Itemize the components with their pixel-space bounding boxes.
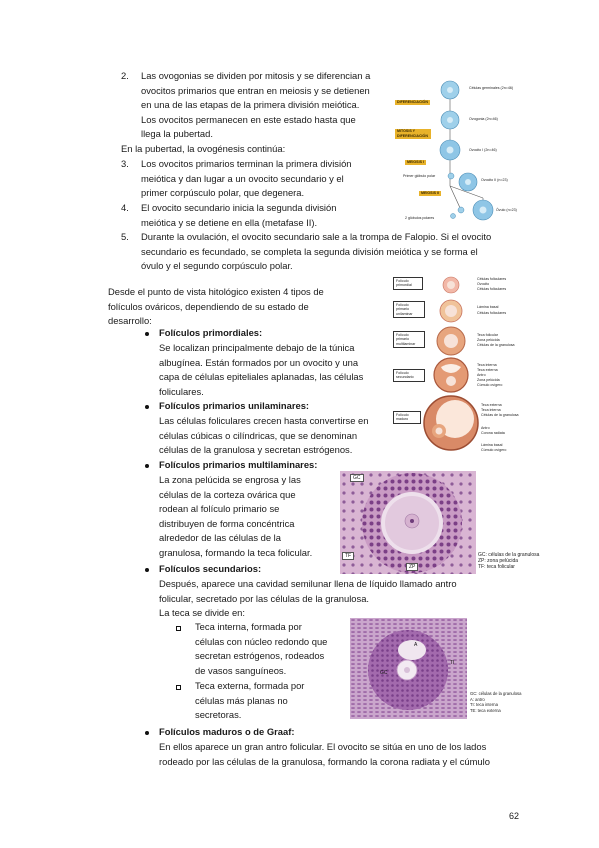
text-line: células de la granulosa y secretan estrógenos. — [159, 444, 353, 456]
follicle-label: Antro — [477, 373, 486, 377]
follicle-label: Ovocito — [477, 282, 490, 286]
follicle-label: Teca externa — [477, 368, 498, 372]
text-line: Después, aparece una cavidad semilunar llena de líquido llamado antro — [159, 578, 457, 589]
text-line: La teca se divide en: — [159, 607, 245, 619]
sub-item-teca-interna — [195, 620, 341, 678]
diagram-label: Ovocito II (n=23) — [481, 178, 508, 182]
text-line: Las células foliculares crecen hasta convertirse en — [159, 415, 369, 426]
text-line: distribuyen de forma concéntrica — [159, 517, 295, 529]
text-line: llega la pubertad. — [141, 128, 213, 140]
follicle-box: Folículo primordial — [393, 277, 423, 290]
follicle-label: Células foliculares — [477, 277, 507, 281]
text-line: células con núcleo redondo que — [195, 635, 328, 647]
follicle-text-multilaminar — [159, 473, 331, 561]
text-line: rodeado por las células de la granulosa, formando la corona radiata y el cúmulo — [159, 755, 490, 767]
sub-bullet-icon — [176, 626, 181, 631]
diagram-label: 2 glóbulos polares — [405, 216, 435, 220]
follicle-label: Lámina basal — [477, 305, 499, 309]
micrograph-secondary-follicle — [350, 618, 467, 719]
follicle-label: Células de la granulosa — [481, 413, 519, 417]
follicle-label: Teca folicular — [477, 333, 498, 337]
list-number: 4. — [121, 202, 129, 213]
list-number: 3. — [121, 158, 129, 169]
sub-bullet-icon — [176, 685, 181, 690]
text-line: folículos ováricos, dependiendo de su estado de — [108, 300, 309, 312]
stage-tag: DIFERENCIACIÓN — [397, 100, 428, 104]
micrograph-label: A — [414, 642, 418, 648]
caption-line: GC: células de la granulosa — [478, 552, 540, 558]
text-line: Desde el punto de vista hitológico existen 4 tipos de — [108, 286, 324, 297]
follicle-label: Teca interna — [477, 363, 497, 367]
follicle-box: Folículo primario multilaminar — [393, 331, 425, 348]
diagram-label: Ovocito I (2n=46) — [469, 148, 497, 152]
text-line: Se localizan principalmente debajo de la túnica — [159, 342, 355, 353]
micrograph-drawing — [340, 471, 476, 574]
text-line: células de la corteza ovárica que — [159, 488, 296, 500]
list-item-3 — [121, 157, 385, 201]
caption-line: TI: teca interna — [470, 702, 498, 708]
stage-tag: MEIOSIS II — [421, 191, 439, 195]
follicle-label: Células de la granulosa — [477, 343, 515, 347]
follicle-text-unilaminar — [159, 414, 378, 458]
text-line: óvulo y el segundo corpúsculo polar. — [141, 260, 293, 272]
text-line: folicular, secretado por las células de la granulosa. — [159, 592, 370, 604]
follicle-label: Zona pelúcida — [477, 338, 500, 342]
text-line: Los ovocitos permanecen en este estado hasta que — [141, 113, 356, 125]
pubertad-intro: En la pubertad, la ovogénesis continúa: — [121, 143, 286, 154]
diagram-label: Ovogonia (2n=46) — [469, 117, 498, 121]
text-line: secundario es fecundado, se completa la segunda división meiótica y se forma el — [141, 245, 478, 257]
micrograph-primary-multilaminar — [340, 471, 476, 574]
text-line: primer corpúsculo polar, que degenera. — [141, 187, 305, 199]
text-line: capa de células epiteliales aplanadas, las células — [159, 371, 364, 383]
section-intro — [108, 285, 378, 329]
bullet-icon — [145, 568, 149, 572]
text-line: secretan estrógenos, rodeados — [195, 650, 325, 662]
text-line: El ovocito secundario inicia la segunda división — [141, 202, 337, 213]
stage-tag: MEIOSIS I — [407, 160, 424, 164]
follicle-title-primordial: Folículos primordiales: — [159, 327, 263, 338]
text-line: secretoras. — [195, 709, 242, 721]
caption-line: TE: teca externa — [470, 707, 501, 713]
list-number: 5. — [121, 231, 129, 242]
follicle-title-unilaminar: Folículos primarios unilaminares: — [159, 400, 310, 411]
micrograph-label: ZP — [406, 563, 418, 571]
follicle-text-secondary — [159, 577, 516, 621]
text-line: meiótica y dan lugar a un ovocito secundario y el — [141, 172, 344, 184]
text-line: albugínea. Están formados por un ovocito y una — [159, 356, 359, 368]
follicle-label: Cúmulo ovígero — [481, 448, 507, 452]
follicle-label: Teca externa — [481, 403, 502, 407]
micrograph-caption — [478, 552, 539, 570]
micrograph-label: GC — [380, 670, 388, 676]
micrograph-label: GC — [350, 474, 364, 482]
stage-tag: MITOSIS Y DIFERENCIACIÓN — [395, 129, 431, 139]
list-number: 2. — [121, 70, 129, 81]
text-line: alrededor de las células de la — [159, 532, 281, 544]
follicle-box: Folículo secundario — [393, 369, 425, 382]
ovogenesis-diagram — [395, 78, 517, 223]
bullet-icon — [145, 731, 149, 735]
text-line: en una de las etapas de la primera división meiótica. — [141, 99, 360, 111]
bullet-icon — [145, 332, 149, 336]
caption-line: GC: células de la granulosa — [470, 691, 522, 696]
caption-line: ZP: zona pelúcida — [478, 558, 519, 564]
caption-line: TF: teca folicular — [478, 564, 515, 570]
follicle-label: Teca interna — [481, 408, 501, 412]
text-line: Teca externa, formada por — [195, 680, 305, 691]
text-line: En ellos aparece un gran antro folicular. El ovocito se sitúa en uno de los lados — [159, 741, 487, 752]
text-line: foliculares. — [159, 385, 204, 397]
micrograph-drawing — [350, 618, 467, 719]
text-line: rodean al folículo primario se — [159, 503, 280, 515]
diagram-label: Células germinales (2n=46) — [469, 86, 514, 90]
text-line: desarrollo: — [108, 315, 152, 327]
follicle-text-primordial — [159, 341, 378, 399]
text-line: Los ovocitos primarios terminan la primera división — [141, 158, 352, 169]
text-line: La zona pelúcida se engrosa y las — [159, 474, 301, 485]
follicle-title-secondary: Folículos secundarios: — [159, 563, 262, 574]
bullet-icon — [145, 464, 149, 468]
text-line: de vasos sanguíneos. — [195, 664, 287, 676]
follicle-label: Cúmulo ovígero — [477, 383, 503, 387]
diagram-label: Óvulo (n=23) — [496, 208, 517, 212]
text-line: células más planas no — [195, 694, 288, 706]
follicle-text-graaf — [159, 740, 516, 769]
follicle-label: Zona pelúcida — [477, 378, 500, 382]
page-number: 62 — [509, 811, 520, 821]
micrograph-caption — [470, 691, 521, 713]
text-line: células cúbicas o cilíndricas, que se denominan — [159, 429, 358, 441]
follicle-title-graaf: Folículos maduros o de Graaf: — [159, 726, 295, 737]
text-line: Las ovogonias se dividen por mitosis y se diferencian a — [141, 70, 371, 81]
follicle-label: Células foliculares — [477, 287, 507, 291]
follicle-label: Células foliculares — [477, 311, 507, 315]
bullet-icon — [145, 405, 149, 409]
follicle-diagram — [393, 275, 519, 470]
text-line: Teca interna, formada por — [195, 621, 302, 632]
follicle-box: Folículo maduro — [393, 411, 421, 424]
follicle-box: Folículo primario unilaminar — [393, 301, 425, 318]
sub-item-teca-externa — [195, 679, 341, 723]
text-line: ovocitos primarios que entran en meiosis y se detienen — [141, 84, 370, 96]
text-line: Durante la ovulación, el ovocito secundario sale a la trompa de Falopio. Si el ovocito — [141, 231, 492, 242]
diagram-label: Primer glóbulo polar — [403, 174, 436, 178]
micrograph-label: TI — [450, 660, 455, 666]
follicle-label: Antro — [481, 426, 490, 430]
list-item-4 — [121, 201, 385, 230]
text-line: granulosa, formando la teca folicular. — [159, 546, 313, 558]
caption-line: A: antro — [470, 696, 485, 702]
list-item-5 — [121, 230, 516, 274]
follicle-label: Corona radiata — [481, 431, 505, 435]
follicle-label: Lámina basal — [481, 443, 503, 447]
follicle-title-multilaminar: Folículos primarios multilaminares: — [159, 459, 318, 470]
text-line: meiótica y se detiene en ella (metafase II). — [141, 216, 318, 228]
list-item-2 — [121, 69, 385, 142]
micrograph-label: TF — [342, 552, 354, 560]
